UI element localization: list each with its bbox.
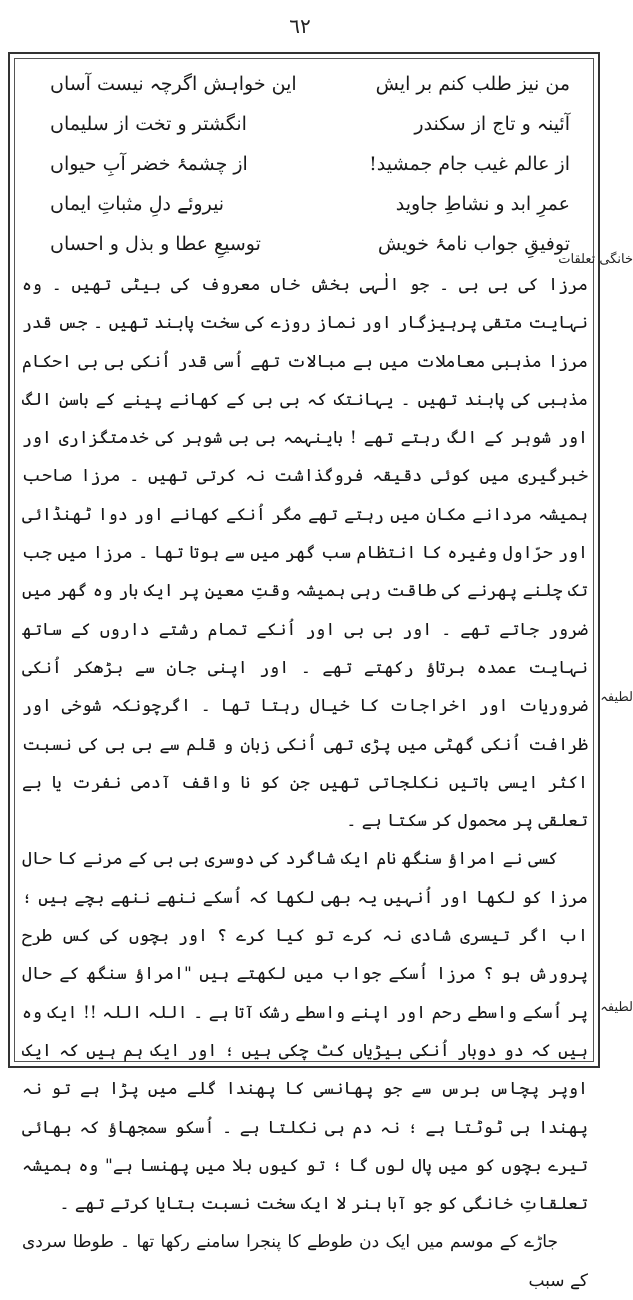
verse-line <box>50 104 570 144</box>
paragraph: کسی نے امراؤ سنگھ نام ایک شاگرد کی دوسری بی بی کے مرنے کا حال مرزا کو لکھا اور اُنہیں یہ بھی لکھا کہ اُسکے ننھے ننھے بچے ہیں ؛ اب اگر تیسری شادی نہ کرے تو کیا کرے ؟ اور بچوں کی کس طرح پرورش ہو ؟ مرزا اُسکے جواب میں لکھتے ہیں "امراؤ سنگھ کے حال پر اُسکے واسطے رحم اور اپنے واسطے رشک آتا ہے ۔ اللہ اللہ !! ایک وہ ہیں کہ دو دوبار اُنکی بیڑیاں کٹ چکی ہیں ؛ اور ایک ہم ہیں کہ ایک اوپر پچاس برس سے جو پھانسی کا پھندا گلے میں پڑا ہے تو نہ پھندا ہی ٹوٹتا ہے ؛ نہ دم ہی نکلتا ہے ۔ اُسکو سمجھاؤ کہ بھائی تیرے بچوں کو میں پال لوں گا ؛ تو کیوں بلا میں پھنسا ہے" وہ ہمیشہ تعلقاتِ خانگی کو جو آبا ہنر لا ایک سخت نسبت بتایا کرتے تھے ۔ <box>22 849 588 1215</box>
verse-left-hemistich: توسیعِ عطا و بذل و احساں <box>50 233 261 255</box>
verse-right-hemistich: من نیز طلب کنم بر ایش <box>375 73 570 95</box>
verse-line <box>50 64 570 104</box>
verse-right-hemistich: عمرِ ابد و نشاطِ جاوید <box>395 193 570 215</box>
verse-left-hemistich: از چشمۂ خضر آبِ حیواں <box>50 153 248 175</box>
paragraph: جاڑے کے موسم میں ایک دن طوطے کا پنجرا سامنے رکھا تھا ۔ طوطا سردی کے سبب <box>22 1232 588 1291</box>
paragraph: مرزا کی بی بی ۔ جو الٰہی بخش خاں معروف کی بیٹی تھیں ۔ وہ نہایت متقی پرہیزگار اور نماز روزے کی سخت پابند تھیں ۔ جس قدر مرزا مذہبی معاملات میں بے مبالات تھے اُسی قدر اُنکی بی بی احکام مذہبی کی پابند تھیں ۔ یہانتک کہ بی بی کے کھانے پینے کے باسن الگ اور شوہر کے الگ رہتے تھے ! باینہمہ بی بی شوہر کی خدمتگزاری اور خبرگیری میں کوئی دقیقہ فروگذاشت نہ کرتی تھیں ۔ مرزا صاحب ہمیشہ مردانے مکان میں رہتے تھے مگر اُنکے کھانے اور دوا ٹھنڈائی اور حرّاول وغیرہ کا انتظام سب گھر میں سے ہوتا تھا ۔ مرزا میں جب تک چلنے پھرنے کی طاقت رہی ہمیشہ وقتِ معین پر ایک بار وہ گھر میں ضرور جاتے تھے ۔ اور بی بی اور اُنکے تمام رشتے داروں کے ساتھ نہایت عمدہ برتاؤ رکھتے تھے ۔ اور اپنی جان سے بڑھکر اُنکی ضروریات اور اخراجات کا خیال رہتا تھا ۔ اگرچونکہ شوخی اور ظرافت اُنکی گھٹی میں پڑی تھی اُنکی زبان و قلم سے بی بی کی نسبت اکثر ایسی باتیں نکلجاتی تھیں جن کو نا واقف آدمی نفرت یا بے تعلقی پر محمول کر سکتا ہے ۔ <box>22 275 588 832</box>
verse-right-hemistich: از عالم غیب جام جمشید! <box>369 153 570 175</box>
verse-left-hemistich: این خواہش اگرچہ نیست آساں <box>50 73 297 95</box>
text-frame <box>8 52 600 1291</box>
margin-note: لطیفہ <box>600 1000 633 1015</box>
verse-line <box>50 184 570 224</box>
verse-block <box>50 64 570 264</box>
verse-left-hemistich: نیروئے دلِ مثباتِ ایماں <box>50 193 225 215</box>
verse-left-hemistich: انگشتر و تخت از سلیماں <box>50 113 247 135</box>
page-number: ٦٢ <box>289 14 311 38</box>
verse-line <box>50 144 570 184</box>
prose-body <box>22 266 588 1300</box>
margin-note: خانگی تعلقات <box>558 252 633 267</box>
verse-right-hemistich: آئینہ و تاج از سکندر <box>414 113 570 135</box>
margin-note: لطیفہ <box>600 690 633 705</box>
verse-line <box>50 224 570 264</box>
verse-right-hemistich: توفیقِ جواب نامۂ خویش <box>377 233 570 255</box>
